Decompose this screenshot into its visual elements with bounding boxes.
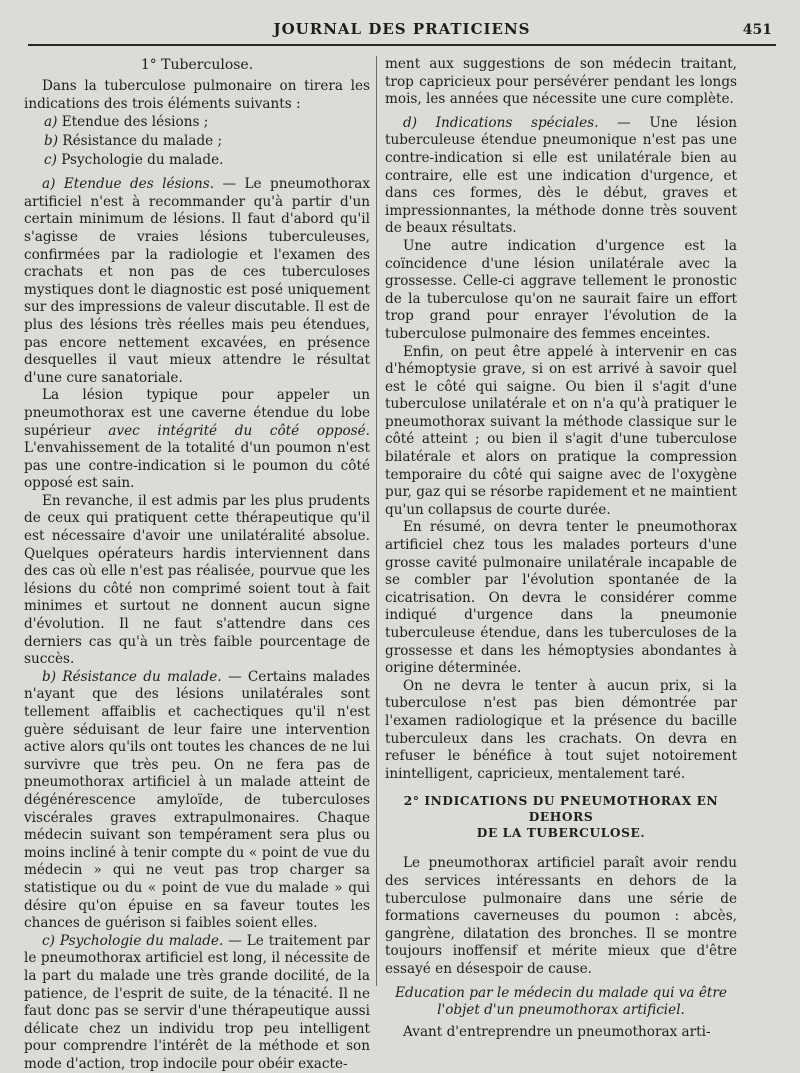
paragraph-resume: En résumé, on devra tenter le pneumothorax artificiel chez tous les malades porteurs d'une grosse cavité pulmonaire unilatérale incapable de se combler par l'évolution spontanée de la cicatrisation. On devra le considérer comme indiqué d'urgence dans la pneumonie tuberculeuse étendue, dans les tuberculoses de la grossesse et dans les hémoptysies abondantes à origine déterminée.: [385, 519, 737, 677]
paragraph-avant: Avant d'entreprendre un pneumothorax arti-: [403, 1023, 711, 1040]
subheading-line: l'objet d'un pneumothorax artificiel.: [437, 1002, 685, 1019]
left-column: [24, 56, 370, 1073]
runin-heading-d: d) Indications spéciales.: [403, 114, 599, 131]
paragraph-text: . L'envahissement de la totalité d'un poumon n'est pas une contre-indication si le poumon du côté opposé est sain.: [24, 422, 370, 492]
paragraph-contre-indications: On ne devra le tenter à aucun prix, si la tuberculose n'est pas bien démontrée par l'examen radiologique et la présence du bacille tuberculeux dans les crachats. On devra en refuser le bénéfice à tout sujet notoirement inintelligent, capricieux, mentalement taré.: [385, 677, 737, 782]
paragraph-revanche: En revanche, il est admis par les plus prudents de ceux qui pratiquent cette thérapeutique qu'il est nécessaire d'avoir une unilatéralité absolue. Quelques opérateurs hardis interviennent dans des cas où elle n'est pas réalisée, pourvue que les lésions du côté non comprimé soient tout à fait minimes et surtout ne donnent aucun signe d'évolution. Il ne faut s'attendre dans ces derniers cas qu'à un très faible pourcentage de succès.: [24, 492, 370, 668]
subheading-education: [385, 985, 737, 1020]
paragraph-etendue: [24, 176, 370, 387]
section-title-hors-tuberculose: [385, 793, 737, 841]
list-mark: b): [44, 133, 59, 150]
paragraph-lesion-typique: [24, 387, 370, 493]
paragraph-hemoptysie: Enfin, on peut être appelé à intervenir en cas d'hémoptysie grave, si on est arrivé à savoir quel est le côté qui saigne. Ou bien il s'agit d'une tuberculose unilatérale et on n'a qu'à pratiquer le pneumothorax suivant la méthode classique sur le côté atteint ; ou bien il s'agit d'une tuberculose bilatérale et alors on pratique la compression temporaire du côté qui saigne avec de l'oxygène pur, gaz qui se résorbe rapidement et ne maintient qu'un collapsus de courte durée.: [385, 343, 737, 518]
paragraph-resistance: [24, 669, 370, 933]
paragraph-text: — Certains malades n'ayant que des lésions unilatérales sont tellement affaiblis et cachectiques qu'il n'est guère séduisant de leur faire une intervention active alors qu'ils ont toutes les chances de ne lui survivre que très peu. On ne fera pas de pneumothorax artificiel à un malade atteint de dégénérescence amyloïde, de tuberculoses viscérales graves extrapulmonaires. Chaque médecin suivant son tempérament sera plus ou moins incliné à tenir compte du « point de vue du médecin » qui ne veut pas trop charger sa statistique ou du « point de vue du malade » qui désire qu'on épuise en sa faveur toutes les chances de guérison si faibles soient elles.: [24, 668, 370, 932]
section-title-line: DE LA TUBERCULOSE.: [476, 826, 646, 841]
paragraph-psychologie: [24, 933, 370, 1073]
list-item: [24, 151, 370, 170]
runin-heading-b: b) Résistance du malade.: [42, 668, 222, 685]
list-text: Etendue des lésions ;: [61, 114, 209, 131]
paragraph-continuation: ment aux suggestions de son médecin traitant, trop capricieux pour persévérer pendant les longs mois, les années que nécessite une cure complète.: [385, 56, 737, 108]
paragraph-hors-tuberculose: Le pneumothorax artificiel paraît avoir rendu des services intéressants en dehors de la tuberculose pulmonaire dans une série de formations caverneuses du poumon : abcès, gangrène, dilatation des bronches. Il se montre toujours inoffensif et mérite mieux que d'être essayé en désespoir de cause.: [385, 855, 737, 977]
paragraph-text: La lésion typique pour appeler un pneumothorax est une caverne étendue du lobe supérieur: [24, 387, 370, 439]
running-header: [28, 14, 776, 46]
subheading-line: Education par le médecin du malade qui va être: [395, 984, 727, 1001]
paragraph-grossesse: Une autre indication d'urgence est la coïncidence d'une lésion unilatérale avec la grossesse. Celle-ci aggrave tellement le pronostic de la tuberculose qu'on ne saurait faire un effort trop grand pour enrayer l'évolution de la tuberculose pulmonaire des femmes enceintes.: [385, 237, 737, 342]
page-number: 451: [742, 22, 772, 38]
paragraph-text: — Le traitement par le pneumothorax artificiel est long, il nécessite de la part du malade une très grande docilité, de la patience, de l'esprit de suite, de la ténacité. Il ne faut donc pas se servir d'une thérapeutique aussi délicate chez un individu trop peu intelligent pour comprendre l'intérêt de la méthode et son mode d'action, trop indocile pour obéir exacte-: [24, 932, 371, 1072]
intro-paragraph: Dans la tuberculose pulmonaire on tirera les indications des trois éléments suivants :: [24, 78, 370, 112]
paragraph-text: — Une lésion tuberculeuse étendue pneumonique n'est pas une contre-indication si elle est unilatérale bien au contraire, elle est une indication d'urgence, et dans ces formes, dès le début, graves et impressionnantes, la méthode donne très souvent de beaux résultats.: [385, 114, 738, 237]
runin-heading-c: c) Psychologie du malade.: [42, 932, 224, 949]
runin-heading-a: a) Etendue des lésions.: [42, 176, 215, 193]
section-title-line: 2° INDICATIONS DU PNEUMOTHORAX EN DEHORS: [403, 794, 719, 825]
list-mark: c): [44, 152, 57, 169]
list-item: [24, 113, 370, 132]
list-mark: a): [44, 114, 58, 131]
right-column: [385, 56, 737, 1041]
list-text: Psychologie du malade.: [61, 152, 224, 169]
list-item: [24, 132, 370, 151]
column-divider: [376, 56, 377, 986]
paragraph-indications-speciales: [385, 115, 737, 238]
paragraph-text: — Le pneumothorax artificiel n'est à recommander qu'à partir d'un certain minimum de lésions. Il faut d'abord qu'il s'agisse de vraies lésions tuberculeuses, confirmées par la radiologie et l'examen des crachats et non pas de ces tuberculoses mystiques dont le diagnostic est posé uniquement sur des impressions de valeur discutable. Il est de plus des lésions très réelles mais peu étendues, pas encore nettement excavées, en présence desquelles il vaut mieux attendre le résultat d'une cure sanatoriale.: [24, 176, 370, 386]
section-title-tuberculose: 1° Tuberculose.: [140, 57, 254, 73]
criteria-list: [24, 113, 370, 170]
emphasis-text: avec intégrité du côté opposé: [108, 422, 366, 439]
journal-title: JOURNAL DES PRATICIENS: [273, 20, 531, 38]
list-text: Résistance du malade ;: [62, 133, 223, 150]
